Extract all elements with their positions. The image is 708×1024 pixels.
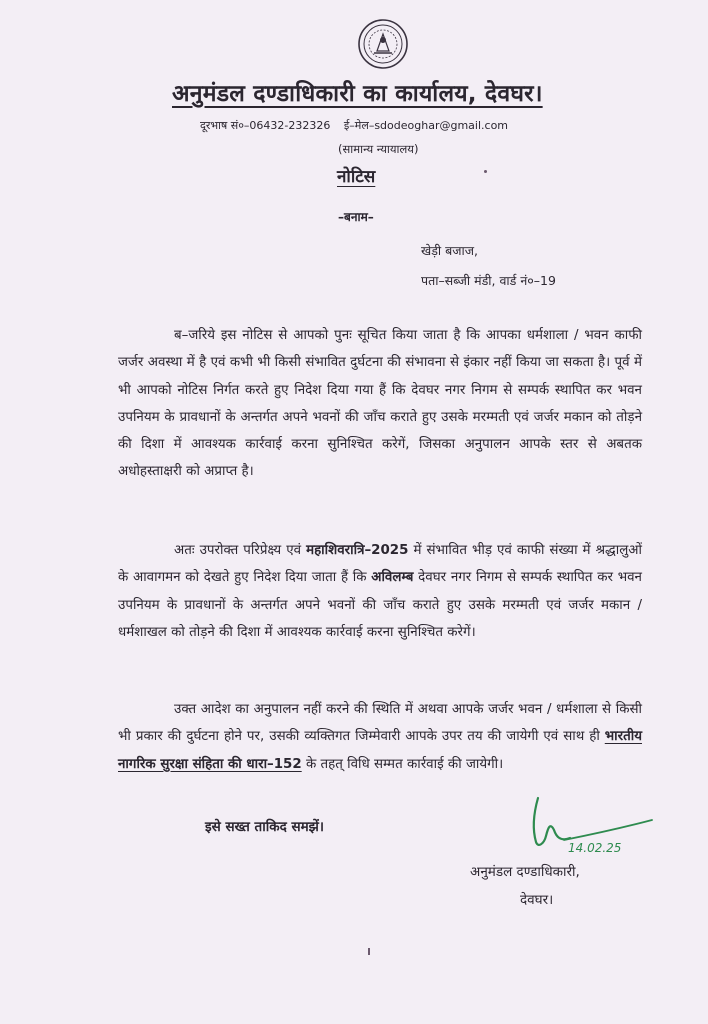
paragraph-3 [118, 696, 642, 778]
signatory-title: अनुमंडल दण्डाधिकारी, [470, 864, 580, 880]
court-label: (सामान्य न्यायालय) [338, 142, 419, 156]
contact-line [200, 118, 518, 133]
phone-number: दूरभाष सं०–06432-232326 [200, 119, 331, 132]
paragraph-2-text-c: देवघर नगर निगम से सम्पर्क स्थापित कर भवन उपनियम के प्रावधानों के अन्तर्गत अपने भवनों की जाँच कराते हुए उसके मरम्मती एवं जर्जर मकान / धर्मशाखल को तोड़ने की दिशा में आवश्यक कार्रवाई करना सुनिश्चित करेगें। [118, 570, 642, 640]
paragraph-1-text: ब–जरिये इस नोटिस से आपको पुनः सूचित किया जाता है कि आपका धर्मशाला / भवन काफी जर्जर अवस्था में है एवं कभी भी किसी संभावित दुर्घटना की संभावना से इंकार नहीं किया जा सकता है। पूर्व में भी आपको नोटिस निर्गत करते हुए निदेश दिया गया हैं कि देवघर नगर निगम से सम्पर्क स्थापित कर भवन उपनियम के प्रावधानों के अन्तर्गत अपने भवनों की जाँच कराते हुए उसके मरम्मती एवं जर्जर मकान को तोड़ने की दिशा में आवश्यक कार्रवाई करना सुनिश्चित करेगें, जिसका अनुपालन आपके स्तर से अबतक अधोहस्ताक्षरी को अप्राप्त है। [118, 328, 642, 480]
closing-line: इसे सख्त ताकिद समझें। [205, 819, 324, 835]
paragraph-2-text-a: अतः उपरोक्त परिप्रेक्ष्य एवं [174, 543, 307, 558]
handwritten-signature [524, 792, 656, 872]
paragraph-3-text-a: उक्त आदेश का अनुपालन नहीं करने की स्थिति में अथवा आपके जर्जर भवन / धर्मशाला से किसी भी प्रकार की दुर्घटना होने पर, उसकी व्यक्तिगत जिम्मेवारी आपके उपर तय की जायेगी एवं साथ ही [118, 702, 642, 745]
addressee-block [421, 236, 556, 296]
notice-title: नोटिस [337, 167, 376, 187]
signature-date: 14.02.25 [568, 841, 622, 855]
office-title: अनुमंडल दण्डाधिकारी का कार्यालय, देवघर। [172, 81, 543, 107]
addressee-name: खेड़ी बजाज, [421, 243, 479, 258]
paragraph-3-text-b: के तहत् विधि सम्मत कार्रवाई की जायेगी। [301, 756, 504, 772]
state-emblem-icon [357, 18, 409, 70]
signatory-place: देवघर। [520, 892, 554, 908]
page-mark [368, 948, 370, 955]
addressee-address: पता–सब्जी मंडी, वार्ड नं०–19 [421, 273, 556, 288]
versus-label: –बनाम– [338, 210, 374, 224]
festival-name: महाशिवरात्रि–2025 [306, 543, 409, 558]
email-address: ई–मेल–sdodeoghar@gmail.com [343, 119, 509, 132]
ink-speck [484, 170, 487, 173]
urgent-word: अविलम्ब [371, 570, 414, 586]
paragraph-1 [118, 322, 642, 486]
paragraph-2 [118, 537, 642, 646]
paragraph-2-text-b: में संभावित भीड़ एवं काफी संख्या में श्रद्धालुओं के आवागमन को देखते हुए निदेश दिया जाता हैं कि [118, 543, 642, 586]
law-reference: भारतीय नागरिक सुरक्षा संहिता की धारा–152 [118, 729, 642, 772]
